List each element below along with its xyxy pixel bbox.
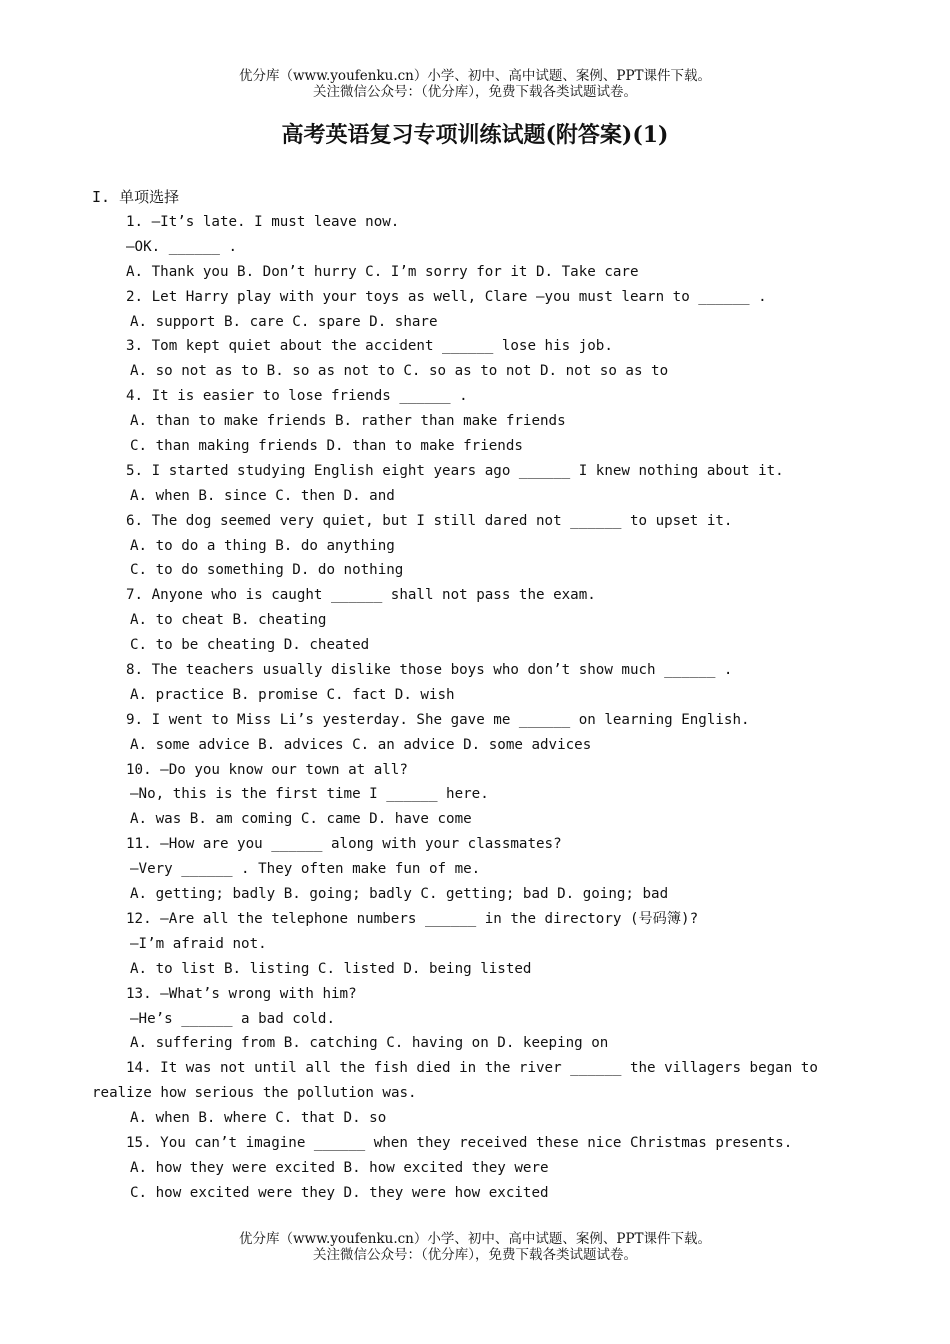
footer-line-2: 关注微信公众号：（优分库），免费下载各类试题试卷。 (313, 1247, 637, 1263)
options-line: C. to do something D. do nothing (130, 562, 404, 579)
question-list (0, 210, 950, 1206)
options-line: A. suffering from B. catching C. having on D. keeping on (130, 1035, 609, 1052)
answer-line: —He’s ______ a bad cold. (130, 1010, 335, 1027)
question-line: 7. Anyone who is caught ______ shall not pass the exam. (126, 587, 596, 604)
page-header (0, 68, 950, 100)
options-line: A. when B. since C. then D. and (130, 487, 395, 504)
options-line: A. Thank you B. Don’t hurry C. I’m sorry for it D. Take care (126, 263, 639, 280)
question-line: 3. Tom kept quiet about the accident ______ lose his job. (126, 338, 613, 355)
question-line: 6. The dog seemed very quiet, but I still dared not ______ to upset it. (126, 512, 733, 529)
answer-line: —OK. ______ . (126, 238, 238, 255)
question-continuation: realize how serious the pollution was. (92, 1085, 417, 1102)
answer-line: —Very ______ . They often make fun of me. (130, 861, 481, 878)
answer-line: —I’m afraid not. (130, 935, 267, 952)
options-line: A. than to make friends B. rather than make friends (130, 413, 566, 430)
options-line: A. to do a thing B. do anything (130, 537, 395, 554)
options-line: C. than making friends D. than to make friends (130, 438, 523, 455)
question-line: 10. —Do you know our town at all? (126, 761, 408, 778)
header-line-2: 关注微信公众号：（优分库），免费下载各类试题试卷。 (313, 84, 637, 100)
question-line: 15. You can’t imagine ______ when they received these nice Christmas presents. (126, 1134, 793, 1151)
page-footer (0, 1231, 950, 1263)
options-line: A. to list B. listing C. listed D. being listed (130, 960, 532, 977)
question-line: 2. Let Harry play with your toys as well, Clare —you must learn to ______ . (126, 288, 767, 305)
options-line: A. so not as to B. so as not to C. so as to not D. not so as to (130, 363, 669, 380)
question-line: 13. —What’s wrong with him? (126, 985, 357, 1002)
question-line: 4. It is easier to lose friends ______ . (126, 388, 468, 405)
options-line: A. some advice B. advices C. an advice D. some advices (130, 736, 592, 753)
options-line: A. support B. care C. spare D. share (130, 313, 438, 330)
header-line-1: 优分库（www.youfenku.cn）小学、初中、高中试题、案例、PPT课件下载。 (238, 68, 712, 84)
question-line: 12. —Are all the telephone numbers ______ in the directory (号码簿)? (126, 910, 699, 927)
section-heading: I. 单项选择 (92, 188, 180, 206)
question-line: 11. —How are you ______ along with your classmates? (126, 836, 562, 853)
options-line: C. to be cheating D. cheated (130, 637, 370, 654)
question-line: 1. —It’s late. I must leave now. (126, 214, 400, 230)
answer-line: —No, this is the first time I ______ here. (130, 786, 489, 803)
options-line: A. how they were excited B. how excited they were (130, 1159, 549, 1176)
options-line: A. to cheat B. cheating (130, 612, 327, 629)
question-line: 8. The teachers usually dislike those boys who don’t show much ______ . (126, 662, 733, 679)
options-line: A. getting; badly B. going; badly C. getting; bad D. going; bad (130, 886, 669, 903)
options-line: A. practice B. promise C. fact D. wish (130, 686, 455, 703)
document-title: 高考英语复习专项训练试题(附答案)(1) (281, 122, 669, 148)
options-line: A. when B. where C. that D. so (130, 1110, 387, 1127)
options-line: C. how excited were they D. they were how excited (130, 1184, 549, 1201)
question-line: 14. It was not until all the fish died in the river ______ the villagers began to (126, 1060, 818, 1077)
question-line: 5. I started studying English eight years ago ______ I knew nothing about it. (126, 462, 784, 479)
question-line: 9. I went to Miss Li’s yesterday. She gave me ______ on learning English. (126, 711, 750, 728)
options-line: A. was B. am coming C. came D. have come (130, 811, 472, 828)
footer-line-1: 优分库（www.youfenku.cn）小学、初中、高中试题、案例、PPT课件下载。 (238, 1231, 712, 1247)
